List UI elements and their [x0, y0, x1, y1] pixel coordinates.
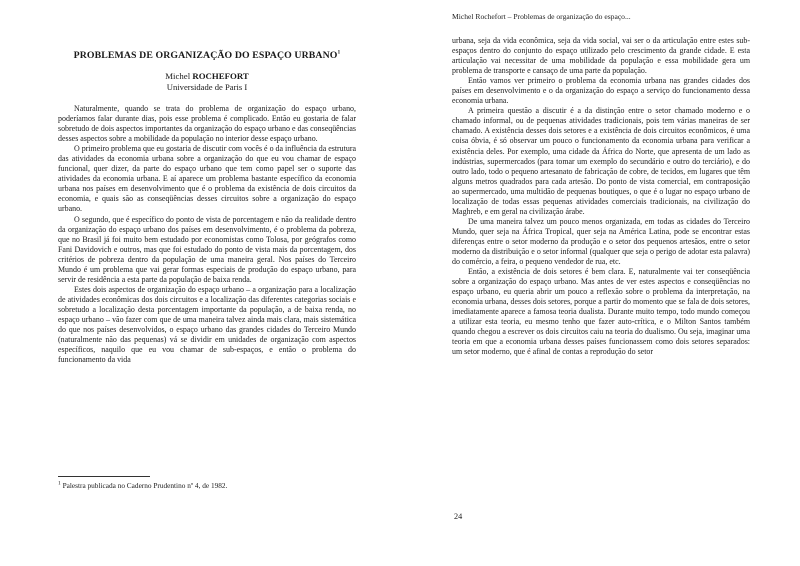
paragraph: O primeiro problema que eu gostaria de discutir com vocês é o da influência da estrutura das atividades da economia urbana sobre a organização do que eu vou chamar de espaço funcional, quer dizer, da parte do espaço urbano que tem como papel ser o suporte das atividades da economia urbana. E aí aparece um problema bastante específico da economia urbana nos países em desenvolvimento que é o problema da existência de dois circuitos da economia, e quais são as conseqüências desses circuitos sobre a organização do espaço urbano. [58, 144, 356, 214]
right-body-text [452, 36, 750, 358]
paragraph: urbana, seja da vida econômica, seja da vida social, vai ser o da articulação entre estes sub-espaços dentro do conjunto do espaço utilizado pelo crescimento da grande cidade. E esta articulação vai necessitar de uma mobilidade da população e essa mobilidade gera um problema de transporte e cansaço de uma parte da população. [452, 36, 750, 76]
author-surname: ROCHEFORT [192, 71, 249, 81]
article-title [58, 50, 356, 62]
paragraph: Estes dois aspectos de organização do espaço urbano – a organização para a localização de atividades econômicas dos dois circuitos e a localização das diferentes categorias sociais e sobretudo a localização desta porcentagem importante da população, a de baixa renda, no espaço urbano – vão fazer com que de uma maneira talvez ainda mais clara, mais sistemática do que nos países desenvolvidos, o espaço urbano das grandes cidades do Terceiro Mundo (naturalmente não das pequenas) vá se dividir em unidades de organização com aspectos específicos, naquilo que eu vou chamar de sub-espaços, e então o problema do funcionamento da vida [58, 284, 356, 365]
paragraph: Então, a existência de dois setores é bem clara. E, naturalmente vai ter conseqüência sobre a organização do espaço urbano. Mas antes de ver estes aspectos e conseqüências no espaço urbano, eu queria abrir um pouco a reflexão sobre o problema da interpretação, na economia urbana, desses dois setores, porque a partir do momento que se fala de dois setores, imediatamente aparece a famosa teoria dualista. Durante muito tempo, todo mundo começou a utilizar esta teoria, eu mesmo tenho que fazer auto-crítica, e o Milton Santos também quando chegou a escrever os dois circuitos caiu na teoria do dualismo. Ou seja, imaginar uma teoria em que a economia urbana desses países funcionassem como dois setores separados: um setor moderno, que é afinal de contas a reprodução do setor [452, 267, 750, 357]
left-body-text [58, 104, 356, 365]
left-text-column [58, 50, 356, 365]
right-text-column [452, 36, 750, 358]
footnote-mark: 1 [58, 480, 61, 487]
running-head: Michel Rochefort – Problemas de organização do espaço... [452, 12, 631, 21]
paragraph: A primeira questão a discutir é a da distinção entre o setor chamado moderno e o chamado informal, ou de pequenas atividades tradicionais, pois tem várias maneiras de ser chamado. A existência desses dois setores e a existência de dois circuitos econômicos, é uma coisa óbvia, é só observar um pouco o funcionamento da economia urbana para verificar a existência deles. Por exemplo, uma cidade da África do Norte, que apresenta de um lado as indústrias, supermercados (para tomar um exemplo do secundário e outro do terciário), e do outro lado, todo o pequeno artesanato de fabricação de cobre, de tecidos, em lugares que têm alguns metros quadrados para cada artesão. Do ponto de vista comercial, em contraposição ao supermercado, uma multidão de pequenas boutiques, o que é o lugar no espaço urbano de localização de todas essas pequenas atividades comerciais tradicionais, na civilização do Maghreb, e em geral na civilização árabe. [452, 106, 750, 216]
paragraph: De uma maneira talvez um pouco menos organizada, em todas as cidades do Terceiro Mundo, quer seja na África Tropical, quer seja na América Latina, pode se encontrar estas diferenças entre o setor moderno da produção e o setor dos pequenos artesãos, entre o setor moderno da distribuição e o setor informal (qualquer que seja o perigo de adotar esta palavra) do comércio, a feira, o pequeno vendedor de rua, etc. [452, 216, 750, 267]
paragraph: O segundo, que é específico do ponto de vista de porcentagem e não da realidade dentro da organização do espaço urbano dos países em desenvolvimento, é o problema da pobreza, que no Brasil já foi muito bem estudado por economistas como Tolosa, por geógrafos como Fani Davidovich e outros, mas que foi estudado do ponto de vista mais da porcentagem, dos critérios de pobreza dentro da população de uma maneira geral. Nos países do Terceiro Mundo é um problema que vai gerar formas especiais de produção do espaço urbano, para servir de residência a esta parte da população de baixa renda. [58, 214, 356, 284]
footnote-divider [58, 476, 150, 477]
paragraph: Naturalmente, quando se trata do problema de organização do espaço urbano, poderíamos falar durante dias, pois esse problema é complicado. Então eu gostaria de falar sobretudo de dois aspectos importantes da organização do espaço urbano e das conseqüências desses aspectos sobre a mobilidade da população no interior desse espaço urbano. [58, 104, 356, 144]
author-line [58, 71, 356, 82]
article-title-text: PROBLEMAS DE ORGANIZAÇÃO DO ESPAÇO URBANO [73, 50, 338, 61]
footnote [58, 481, 356, 490]
author-affiliation: Universidade de Paris I [166, 82, 248, 92]
footnote-text: Palestra publicada no Caderno Prudentino nº 4, de 1982. [62, 481, 228, 490]
page-number: 24 [454, 512, 463, 521]
title-footnote-mark: 1 [337, 49, 341, 56]
paragraph: Então vamos ver primeiro o problema da economia urbana nas grandes cidades dos países em desenvolvimento e o da organização do espaço a serviço do funcionamento dessa economia urbana. [452, 76, 750, 106]
author-given-name: Michel [165, 71, 191, 81]
